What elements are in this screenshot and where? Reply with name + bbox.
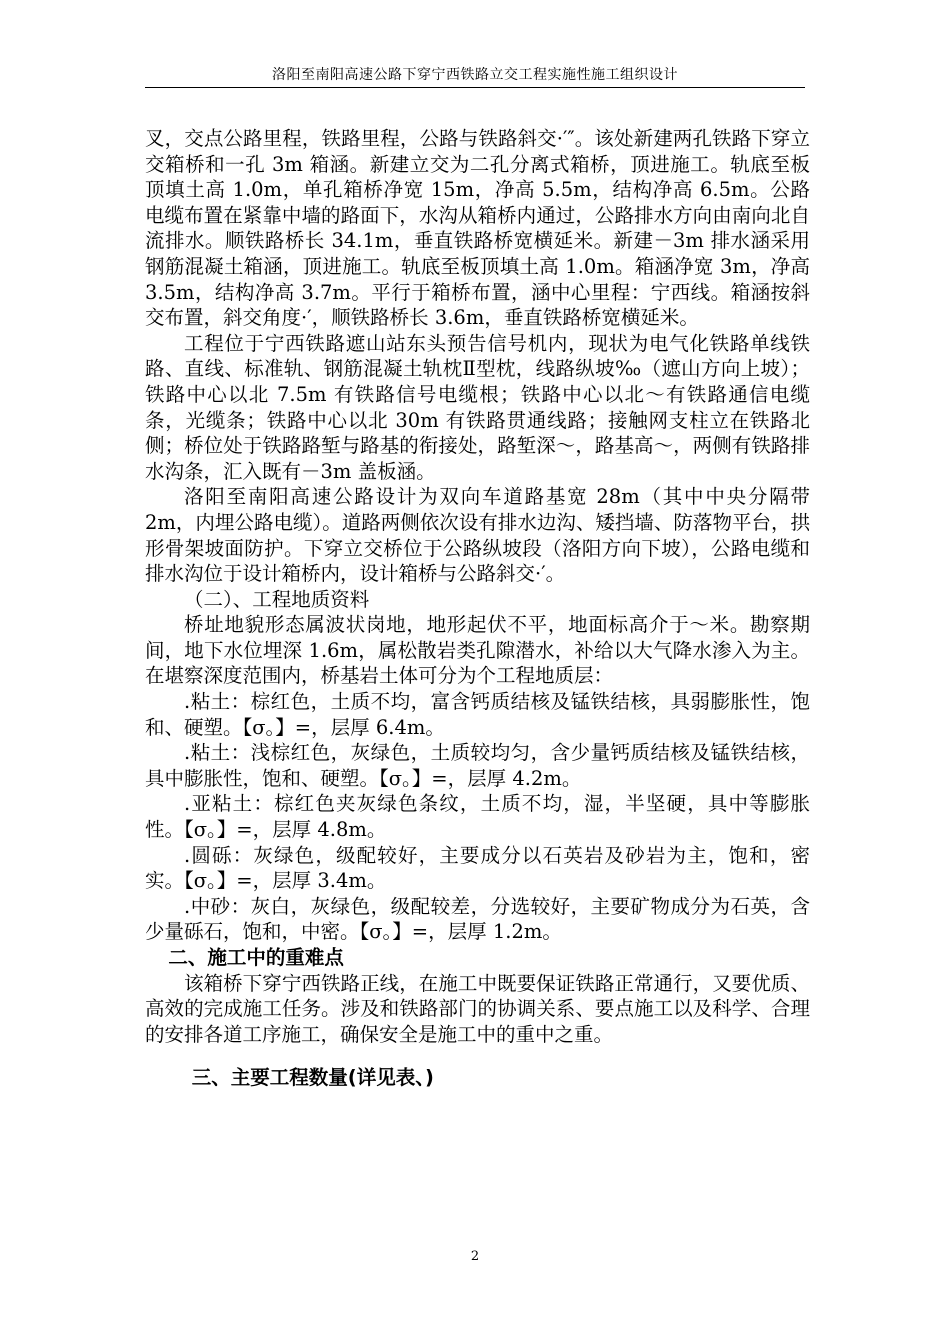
paragraph-difficulties: 该箱桥下穿宁西铁路正线，在施工中既要保证铁路正常通行，又要优质、高效的完成施工任务。涉及和铁路部门的协调关系、要点施工以及科学、合理的安排各道工序施工，确保安全是施工中的重中之重。 bbox=[145, 971, 810, 1046]
document-body bbox=[145, 126, 810, 1091]
paragraph-geology-overview: 桥址地貌形态属波状岗地，地形起伏不平，地面标高介于～米。勘察期间，地下水位埋深 1.6m，属松散岩类孔隙潜水，补给以大气降水渗入为主。在堪察深度范围内，桥基岩土体可分为个工程地质层： bbox=[145, 613, 810, 688]
paragraph-layer-clay-1: .粘土：棕红色，土质不均，富含钙质结核及锰铁结核，具弱膨胀性，饱和、硬塑。【σ。】=，层厚 6.4m。 bbox=[145, 690, 810, 739]
paragraph-layer-clay-2: .粘土：浅棕红色，灰绿色，土质较均匀，含少量钙质结核及锰铁结核，具中膨胀性，饱和、硬塑。【σ。】=，层厚 4.2m。 bbox=[145, 741, 810, 790]
section-heading-quantities: 三、主要工程数量(详见表、) bbox=[191, 1066, 434, 1090]
paragraph-highway-design: 洛阳至南阳高速公路设计为双向车道路基宽 28m（其中中央分隔带 2m，内埋公路电缆）。道路两侧依次设有排水边沟、矮挡墙、防落物平台，拱形骨架坡面防护。下穿立交桥位于公路纵坡段（洛阳方向下坡），公路电缆和排水沟位于设计箱桥内，设计箱桥与公路斜交·′。 bbox=[145, 485, 810, 586]
page-header: 洛阳至南阳高速公路下穿宁西铁路立交工程实施性施工组织设计 bbox=[145, 64, 805, 88]
paragraph-layer-subclay: .亚粘土：棕红色夹灰绿色条纹，土质不均，湿，半坚硬，具中等膨胀性。【σ。】=，层厚 4.8m。 bbox=[145, 792, 810, 842]
section-heading-difficulties: 二、施工中的重难点 bbox=[168, 946, 344, 969]
paragraph-continuation: 叉，交点公路里程，铁路里程，公路与铁路斜交·′″。该处新建两孔铁路下穿立交箱桥和一孔 3m 箱涵。新建立交为二孔分离式箱桥，顶进施工。轨底至板顶填土高 1.0m，单孔箱桥净宽 15m，净高 5.5m，结构净高 6.5m。公路电缆布置在紧靠中墙的路面下，水沟从箱桥内通过，公路排水方向由南向北自流排水。顺铁路桥长 34.1m，垂直铁路桥宽横延米。新建－3m 排水涵采用钢筋混凝土箱涵，顶进施工。轨底至板顶填土高 1.0m。箱涵净宽 3m，净高 3.5m，结构净高 3.7m。平行于箱桥布置，涵中心里程：宁西线。箱涵按斜交布置，斜交角度·′，顺铁路桥长 3.6m，垂直铁路桥宽横延米。 bbox=[145, 127, 810, 330]
paragraph-layer-sand: .中砂：灰白，灰绿色，级配较差，分选较好，主要矿物成分为石英，含少量砾石，饱和，中密。【σ。】=，层厚 1.2m。 bbox=[145, 894, 810, 944]
paragraph-layer-gravel: .圆砾：灰绿色，级配较好，主要成分以石英岩及砂岩为主，饱和，密实。【σ。】=，层厚 3.4m。 bbox=[145, 843, 810, 893]
subheading-geology: （二）、工程地质资料 bbox=[184, 587, 370, 611]
paragraph-railway-status: 工程位于宁西铁路遮山站东头预告信号机内，现状为电气化铁路单线铁路、直线、标准轨、钢筋混凝土轨枕Ⅱ型枕，线路纵坡‰（遮山方向上坡）；铁路中心以北 7.5m 有铁路信号电缆根；铁路中心以北～有铁路通信电缆条，光缆条；铁路中心以北 30m 有铁路贯通线路；接触网支柱立在铁路北侧；桥位处于铁路路堑与路基的衔接处，路堑深～，路基高～，两侧有铁路排水沟条，汇入既有－3m 盖板涵。 bbox=[145, 331, 810, 483]
page-number: 2 bbox=[470, 1249, 480, 1264]
